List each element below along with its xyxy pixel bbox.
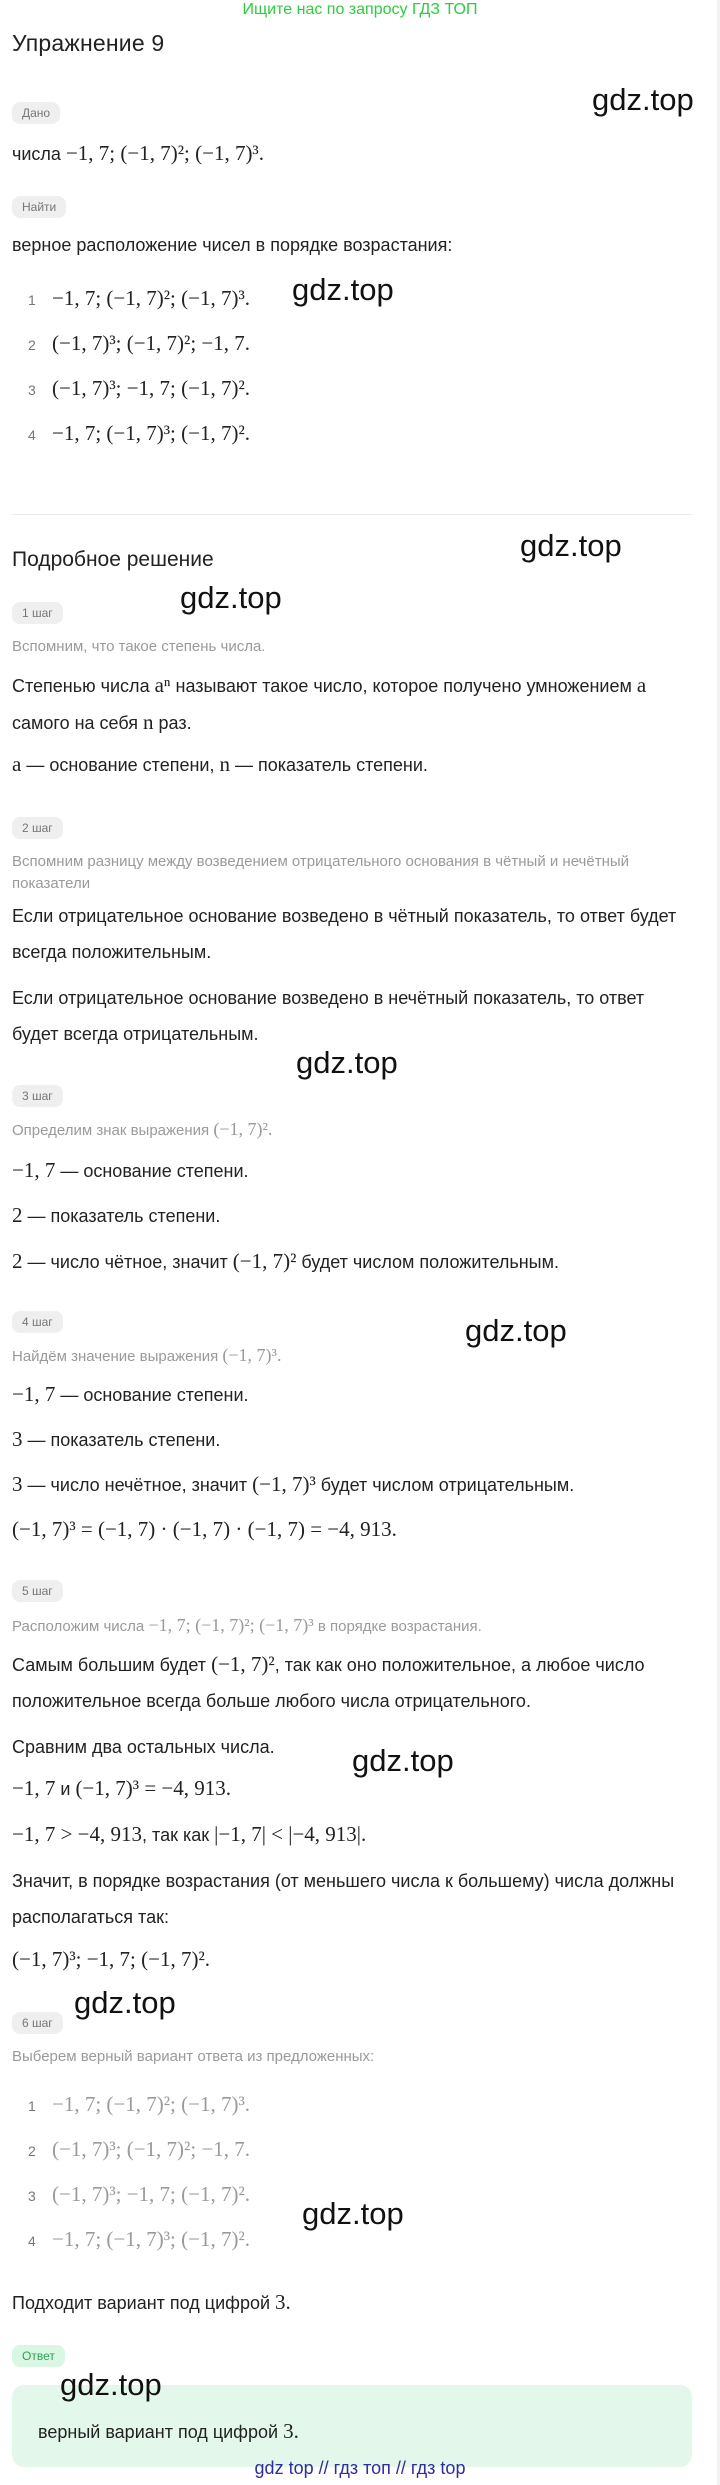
- watermark: gdz.top: [292, 272, 394, 307]
- step2-badge: 2 шаг: [12, 817, 63, 839]
- watermark: gdz.top: [60, 2367, 162, 2402]
- step5-p4: −1, 7 > −4, 913, так как |−1, 7| < |−4, 913|.: [12, 1822, 367, 1846]
- step4-line2: 3 — показатель степени.: [12, 1427, 221, 1451]
- step3-note: Определим знак выражения (−1, 7)².: [12, 1119, 273, 1139]
- step3-line2: 2 — показатель степени.: [12, 1203, 221, 1227]
- search-banner: Ищите нас по запросу ГДЗ ТОП: [242, 1, 478, 18]
- step1-line1: Степенью числа aⁿ называют такое число, которое получено умножением a: [12, 673, 647, 697]
- page-title: Упражнение 9: [12, 30, 165, 56]
- watermark: gdz.top: [592, 82, 694, 117]
- step3-line3: 2 — число чётное, значит (−1, 7)² будет числом положительным.: [12, 1249, 559, 1273]
- watermark: gdz.top: [465, 1313, 567, 1348]
- find-text: верное расположение чисел в порядке возрастания:: [12, 235, 453, 255]
- step5-p2: Сравним два остальных числа.: [12, 1737, 275, 1757]
- answer-text: верный вариант под цифрой 3.: [38, 2419, 299, 2443]
- step2-note: Вспомним разницу между возведением отрицательного основания в чётный и нечётный показатели: [12, 853, 630, 892]
- step1-note: Вспомним, что такое степень числа.: [12, 638, 266, 655]
- step5-p3: −1, 7 и (−1, 7)³ = −4, 913.: [12, 1776, 231, 1800]
- watermark: gdz.top: [352, 1743, 454, 1778]
- watermark: gdz.top: [296, 1045, 398, 1080]
- answer-badge: Ответ: [12, 2345, 65, 2367]
- option-1: 1 −1, 7; (−1, 7)²; (−1, 7)³.: [28, 286, 251, 310]
- step6-option-4: 4 −1, 7; (−1, 7)³; (−1, 7)².: [28, 2227, 251, 2251]
- step5-note: Расположим числа −1, 7; (−1, 7)²; (−1, 7)³ в порядке возрастания.: [12, 1615, 482, 1635]
- watermark: gdz.top: [180, 580, 282, 615]
- step6-option-2: 2 (−1, 7)³; (−1, 7)²; −1, 7.: [28, 2137, 251, 2161]
- step5-p1-cont: положительное всегда больше любого числа отрицательного.: [12, 1691, 531, 1711]
- watermark: gdz.top: [74, 1985, 176, 2020]
- option-4: 4 −1, 7; (−1, 7)³; (−1, 7)².: [28, 421, 251, 445]
- step4-line3: 3 — число нечётное, значит (−1, 7)³ будет числом отрицательным.: [12, 1472, 575, 1496]
- step4-line1: −1, 7 — основание степени.: [12, 1382, 249, 1406]
- find-badge: Найти: [12, 196, 66, 218]
- step4-badge: 4 шаг: [12, 1311, 63, 1333]
- given-expr: −1, 7; (−1, 7)²; (−1, 7)³.: [65, 141, 264, 165]
- step5-p1: Самым большим будет (−1, 7)², так как оно положительное, а любое число: [12, 1652, 645, 1676]
- step3-badge: 3 шаг: [12, 1085, 63, 1107]
- footer-links[interactable]: gdz top // гдз топ // гдз top: [254, 2458, 466, 2478]
- step2-p1: Если отрицательное основание возведено в чётный показатель, то ответ будет всегда положительным.: [12, 906, 677, 962]
- step1-line2: самого на себя n раз.: [12, 710, 192, 734]
- step6-note: Выберем верный вариант ответа из предложенных:: [12, 2048, 375, 2065]
- step6-option-1: 1 −1, 7; (−1, 7)²; (−1, 7)³.: [28, 2092, 251, 2116]
- given-badge: Дано: [12, 102, 60, 124]
- step4-note: Найдём значение выражения (−1, 7)³.: [12, 1345, 282, 1365]
- given-prefix: числа: [12, 144, 61, 164]
- step1-badge: 1 шаг: [12, 602, 63, 624]
- step2-p2: Если отрицательное основание возведено в нечётный показатель, то ответ будет всегда отрицательным.: [12, 988, 645, 1044]
- step5-p5: Значит, в порядке возрастания (от меньшего числа к большему) числа должны располагаться так:: [12, 1871, 675, 1927]
- step3-line1: −1, 7 — основание степени.: [12, 1158, 249, 1182]
- divider: [12, 514, 692, 515]
- step1-line3: a — основание степени, n — показатель степени.: [12, 752, 428, 776]
- watermark: gdz.top: [302, 2196, 404, 2231]
- step6-badge: 6 шаг: [12, 2012, 63, 2034]
- solution-title: Подробное решение: [12, 548, 214, 571]
- step5-p6: (−1, 7)³; −1, 7; (−1, 7)².: [12, 1947, 211, 1971]
- option-2: 2 (−1, 7)³; (−1, 7)²; −1, 7.: [28, 331, 251, 355]
- option-3: 3 (−1, 7)³; −1, 7; (−1, 7)².: [28, 376, 251, 400]
- step5-badge: 5 шаг: [12, 1580, 63, 1602]
- step6-option-3: 3 (−1, 7)³; −1, 7; (−1, 7)².: [28, 2182, 251, 2206]
- given-line: [12, 136, 264, 171]
- step4-line4: (−1, 7)³ = (−1, 7) · (−1, 7) · (−1, 7) = −4, 913.: [12, 1517, 397, 1541]
- step6-conclusion: Подходит вариант под цифрой 3.: [12, 2290, 291, 2314]
- watermark: gdz.top: [520, 528, 622, 563]
